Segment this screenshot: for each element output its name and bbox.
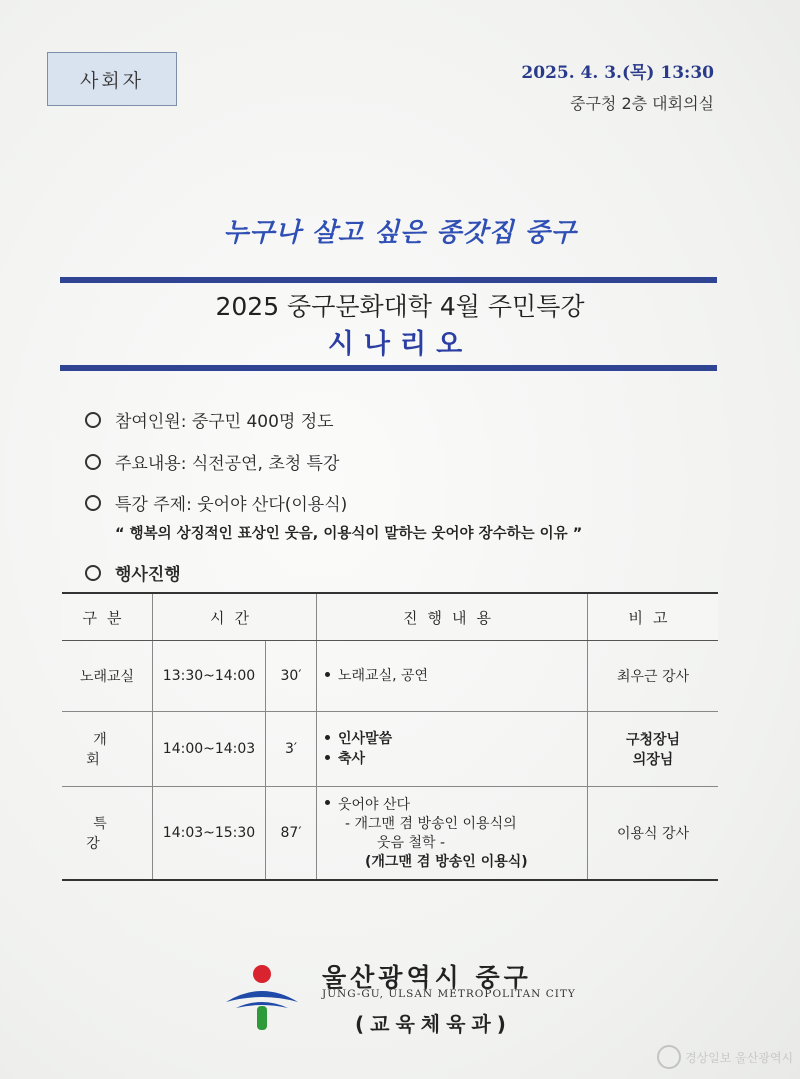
schedule-table	[62, 592, 718, 881]
row-content	[317, 712, 588, 787]
bullet-dot-icon	[325, 672, 330, 677]
circle-bullet-icon	[85, 454, 101, 470]
jung-gu-logo-icon	[222, 962, 302, 1032]
overview-main-content: 주요내용: 식전공연, 초청 특강	[85, 449, 339, 474]
row-content	[317, 787, 588, 881]
content-subitem: - 개그맨 겸 방송인 이용식의	[345, 815, 517, 832]
row-category: 특 강	[62, 787, 153, 881]
content-item: 인사말씀	[325, 729, 579, 749]
row-content	[317, 641, 588, 712]
event-date: 2025. 4. 3.(목) 13:30	[521, 63, 714, 83]
progress-heading: 행사진행	[85, 560, 181, 585]
row-note: 구청장님 의장님	[588, 712, 719, 787]
header-time: 시간	[153, 593, 317, 641]
row-category: 개 회	[62, 712, 153, 787]
content-item: 웃어야 산다	[325, 795, 579, 815]
lecture-quote: “ 행복의 상징적인 표상인 웃음, 이용식이 말하는 웃어야 장수하는 이유 ”	[115, 526, 583, 542]
svg-text:경상일보 울산광역시: 경상일보 울산광역시	[685, 1051, 794, 1065]
table-row	[62, 641, 718, 712]
table-row	[62, 787, 718, 881]
org-name: 울산광역시 중구	[322, 963, 532, 992]
row-minutes: 30′	[266, 641, 317, 712]
circle-bullet-icon	[85, 495, 101, 511]
content-item: 축사	[325, 749, 579, 769]
row-time: 14:00~14:03	[153, 712, 266, 787]
circle-bullet-icon	[85, 412, 101, 428]
content-subitem-cont: 웃음 철학 -	[377, 834, 446, 851]
bullet-dot-icon	[325, 735, 330, 740]
title-rule-top	[60, 277, 717, 283]
org-name-english: JUNG-GU, ULSAN METROPOLITAN CITY	[322, 988, 576, 1000]
header-content: 진행내용	[317, 593, 588, 641]
bullet-dot-icon	[325, 800, 330, 805]
header-category: 구분	[62, 593, 153, 641]
table-row	[62, 712, 718, 787]
header-note: 비고	[588, 593, 719, 641]
overview-lecture-topic: 특강 주제: 웃어야 산다(이용식)	[85, 490, 347, 515]
overview-participants: 참여인원: 중구민 400명 정도	[85, 407, 334, 432]
row-note: 이용식 강사	[588, 787, 719, 881]
event-place: 중구청 2층 대회의실	[570, 94, 714, 113]
content-speaker: (개그맨 겸 방송인 이용식)	[365, 853, 528, 870]
document-title: 2025 중구문화대학 4월 주민특강	[215, 292, 585, 321]
title-rule-bottom	[60, 365, 717, 371]
role-label-box	[47, 52, 177, 106]
bullet-dot-icon	[325, 755, 330, 760]
slogan: 누구나 살고 싶은 종갓집 중구	[223, 218, 577, 248]
row-category: 노래교실	[62, 641, 153, 712]
department-name: (교육체육과)	[355, 1012, 512, 1036]
circle-bullet-icon	[85, 565, 101, 581]
row-note: 최우근 강사	[588, 641, 719, 712]
row-minutes: 87′	[266, 787, 317, 881]
content-item: 노래교실, 공연	[325, 666, 579, 686]
event-meta	[521, 58, 714, 114]
row-time: 14:03~15:30	[153, 787, 266, 881]
table-header-row	[62, 593, 718, 641]
row-minutes: 3′	[266, 712, 317, 787]
row-time: 13:30~14:00	[153, 641, 266, 712]
newspaper-watermark	[655, 1040, 795, 1074]
document-subtitle: 시나리오	[327, 329, 473, 360]
role-label: 사회자	[79, 69, 145, 92]
